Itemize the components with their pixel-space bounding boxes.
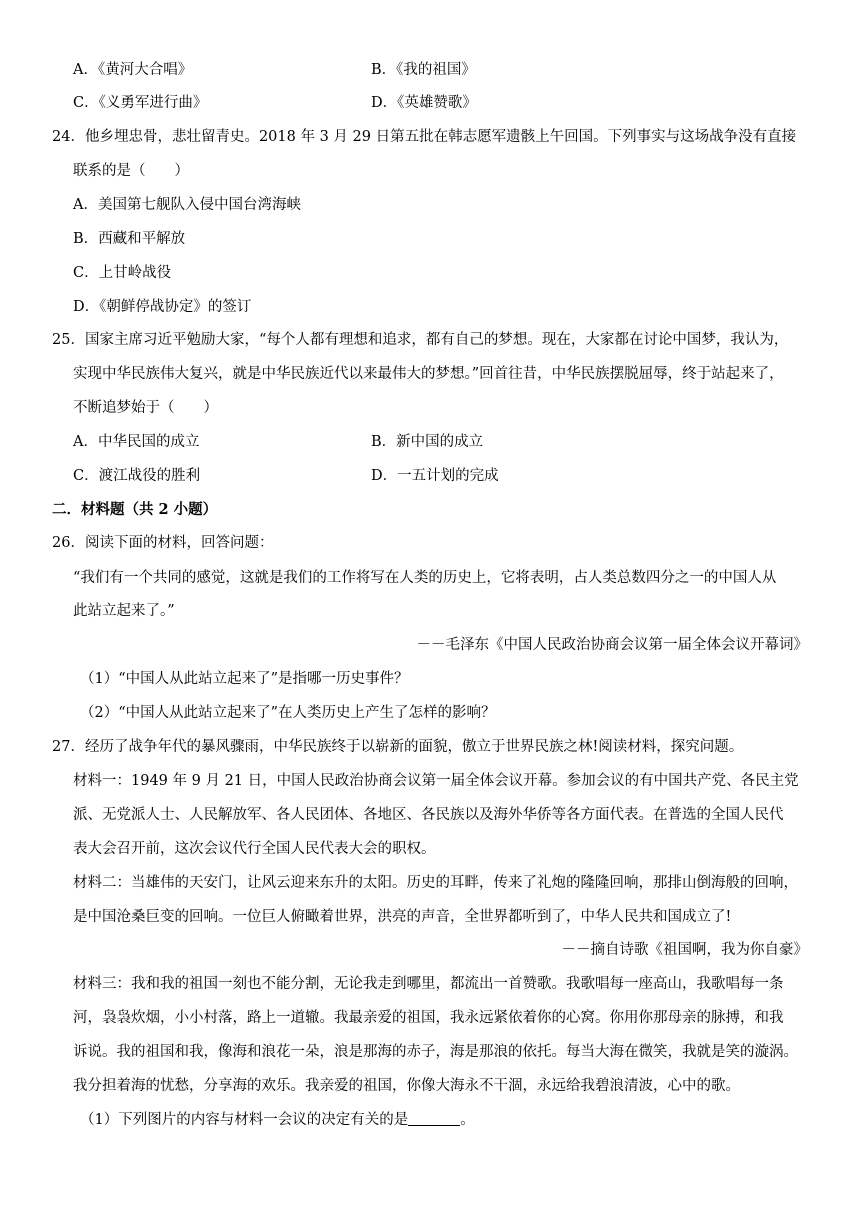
q24-stem-line2: 联系的是（ ） <box>73 163 189 179</box>
q27-material1-line3: 表大会召开前，这次会议代行全国人民代表大会的职权。 <box>73 841 436 857</box>
q25-option-c: C．渡江战役的胜利 <box>73 468 201 484</box>
q23-option-b: B．《我的祖国》 <box>371 62 476 78</box>
q25-stem-line3: 不断追梦始于（ ） <box>73 400 218 416</box>
q27-sub1-period: 。 <box>460 1112 475 1128</box>
q26-quote-source: －－毛泽东《中国人民政治协商会议第一届全体会议开幕词》 <box>416 637 808 653</box>
q23-option-d: D．《英雄赞歌》 <box>371 95 477 111</box>
q26-quote-line1: “我们有一个共同的感觉，这就是我们的工作将写在人类的历史上，它将表明，占人类总数四分之一的中国人从 <box>73 570 777 586</box>
q27-material3-line3: 诉说。我的祖国和我，像海和浪花一朵，浪是那海的赤子，海是那浪的依托。每当大海在微笑，我就是笑的漩涡。 <box>73 1044 798 1060</box>
q27-material3-line2: 河，袅袅炊烟，小小村落，路上一道辙。我最亲爱的祖国，我永远紧依着你的心窝。你用你那母亲的脉搏，和我 <box>73 1010 784 1026</box>
q27-subquestion-1 <box>80 1110 475 1130</box>
q25-stem-line1: 25．国家主席习近平勉励大家，“每个人都有理想和追求，都有自己的梦想。现在，大家都在讨论中国梦，我认为， <box>52 332 789 348</box>
q25-option-d: D．一五计划的完成 <box>371 468 499 484</box>
answer-blank[interactable] <box>408 1110 460 1126</box>
q24-stem-line1: 24．他乡埋忠骨，悲壮留青史。2018 年 3 月 29 日第五批在韩志愿军遗骸上午回国。下列事实与这场战争没有直接 <box>52 129 797 145</box>
q25-option-a: A．中华民国的成立 <box>73 434 200 450</box>
q26-stem: 26．阅读下面的材料，回答问题： <box>52 535 274 551</box>
q24-option-c: C．上甘岭战役 <box>73 265 172 281</box>
q26-quote-line2: 此站立起来了。” <box>73 603 175 619</box>
q25-option-b: B．新中国的成立 <box>371 434 484 450</box>
q27-material1-line2: 派、无党派人士、人民解放军、各人民团体、各地区、各民族以及海外华侨等各方面代表。在普选的全国人民代 <box>73 807 784 823</box>
q23-option-c: C．《义勇军进行曲》 <box>73 95 208 111</box>
q25-stem-line2: 实现中华民族伟大复兴，就是中华民族近代以来最伟大的梦想。”回首往昔，中华民族摆脱屈辱，终于站起来了， <box>73 366 784 382</box>
q27-material3-line1: 材料三：我和我的祖国一刻也不能分割，无论我走到哪里，都流出一首赞歌。我歌唱每一座高山，我歌唱每一条 <box>73 976 784 992</box>
q27-material2-source: －－摘自诗歌《祖国啊，我为你自豪》 <box>561 942 808 958</box>
q24-option-a: A．美国第七舰队入侵中国台湾海峡 <box>73 197 301 213</box>
section-title: 二．材料题（共 2 小题） <box>52 501 218 518</box>
q23-option-a: A．《黄河大合唱》 <box>73 62 193 78</box>
q27-material3-line4: 我分担着海的忧愁，分享海的欢乐。我亲爱的祖国，你像大海永不干涸，永远给我碧浪清波，心中的歌。 <box>73 1078 740 1094</box>
q27-material1-line1: 材料一：1949 年 9 月 21 日，中国人民政治协商会议第一届全体会议开幕。参加会议的有中国共产党、各民主党 <box>73 773 799 789</box>
q27-material2-line1: 材料二：当雄伟的天安门，让风云迎来东升的太阳。历史的耳畔，传来了礼炮的隆隆回响，那排山倒海般的回响， <box>73 875 798 891</box>
q26-subquestion-1: （1）“中国人从此站立起来了”是指哪一历史事件？ <box>80 671 409 687</box>
q24-option-d: D．《朝鲜停战协定》的签订 <box>73 299 252 315</box>
q26-subquestion-2: （2）“中国人从此站立起来了”在人类历史上产生了怎样的影响？ <box>80 705 496 721</box>
q27-stem: 27．经历了战争年代的暴风骤雨，中华民族终于以崭新的面貌，傲立于世界民族之林!阅读材料，探究问题。 <box>52 739 744 755</box>
q24-option-b: B．西藏和平解放 <box>73 231 186 247</box>
q27-material2-line2: 是中国沧桑巨变的回响。一位巨人俯瞰着世界，洪亮的声音，全世界都听到了，中华人民共和国成立了! <box>73 909 732 925</box>
q27-sub1-text: （1）下列图片的内容与材料一会议的决定有关的是 <box>80 1112 409 1128</box>
